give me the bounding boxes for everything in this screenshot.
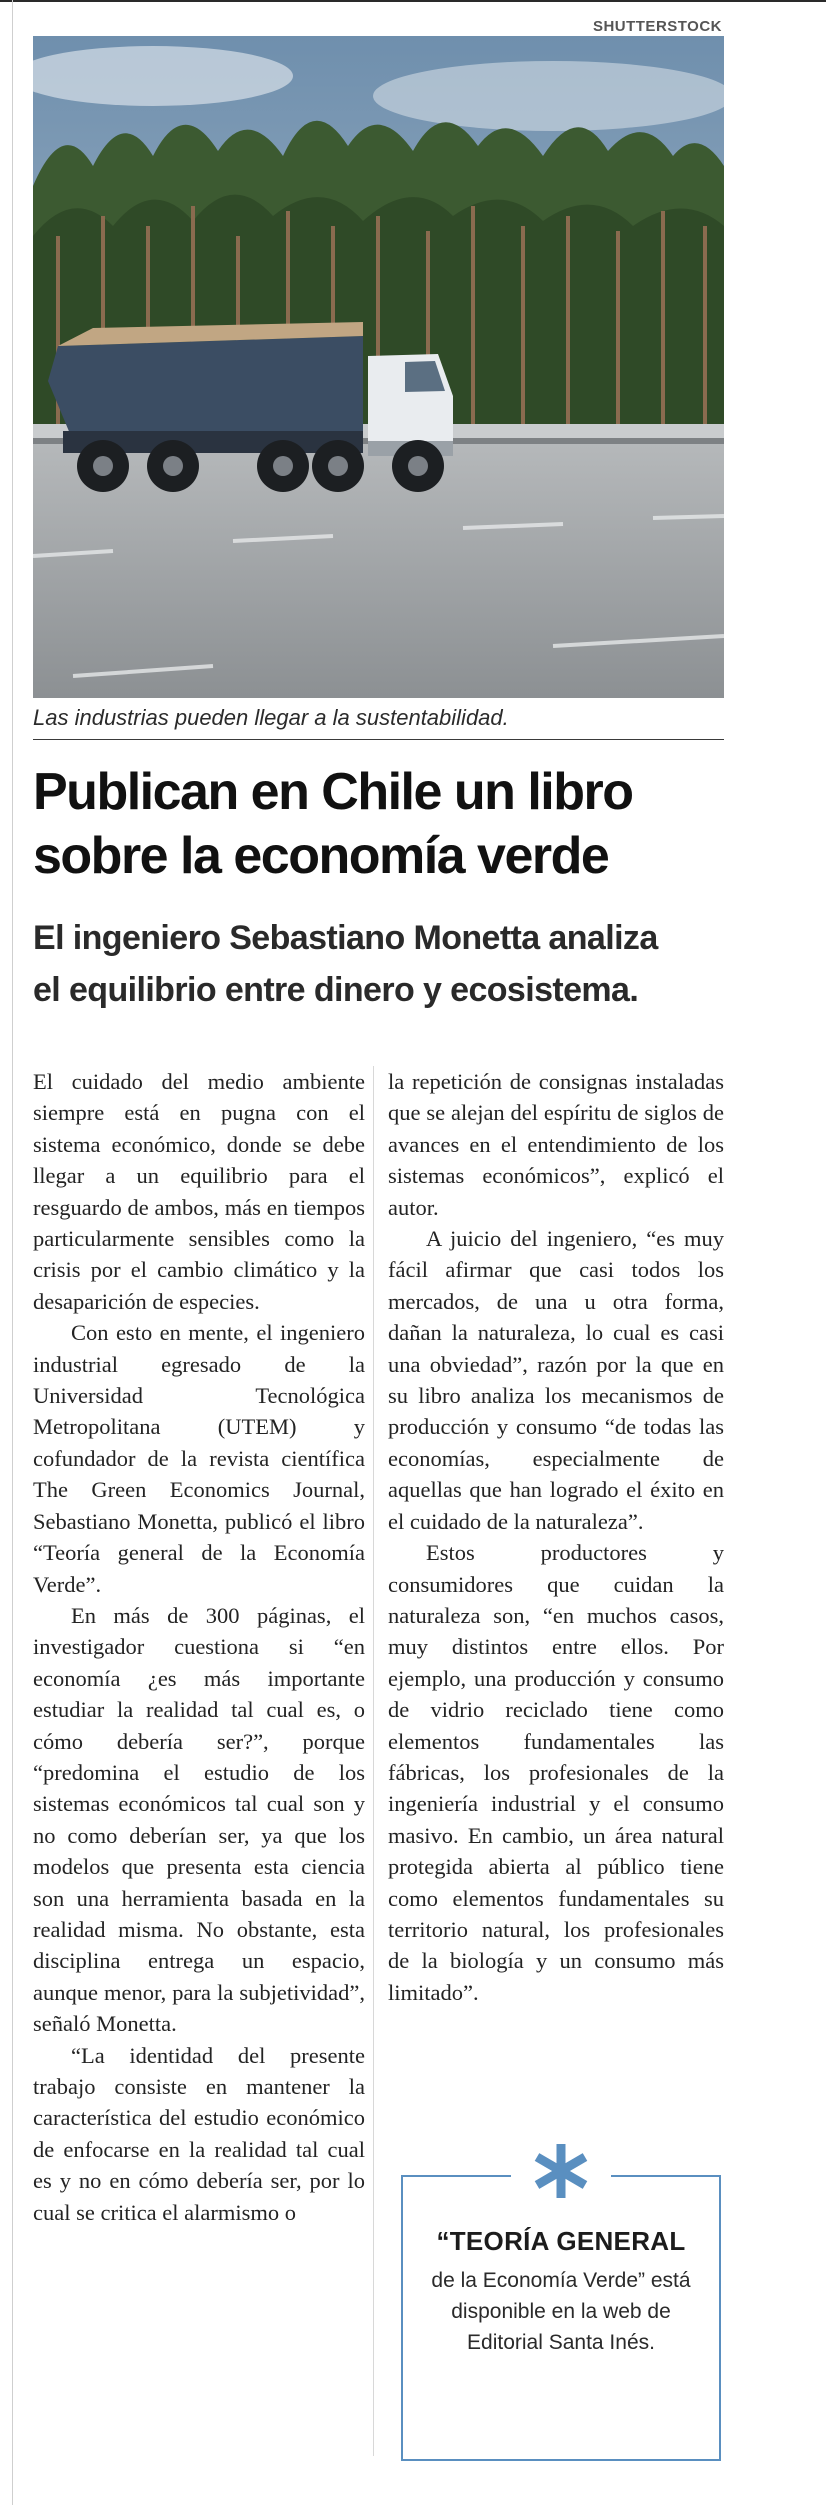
info-box-line: Editorial Santa Inés. [467, 2331, 655, 2354]
top-rule [0, 0, 826, 2]
article-column-1 [33, 1066, 365, 2228]
article-column-2 [388, 1066, 724, 2008]
info-box-title: “TEORÍA GENERAL [436, 2226, 686, 2256]
info-box-line: disponible en la web de [451, 2300, 671, 2323]
photo-caption: Las industrias pueden llegar a la sustentabilidad. [33, 701, 724, 740]
article-subheadline [33, 912, 753, 1016]
body-paragraph: la repetición de consignas instaladas que se alejan del espíritu de siglos de avances en el entendimiento de los sistemas económicos”, explicó el autor. [388, 1069, 724, 1220]
truck-forest-illustration [33, 36, 724, 698]
body-paragraph: El cuidado del medio ambiente siempre está en pugna con el sistema económico, donde se debe llegar a un equilibrio para el resguardo de ambos, más en tiempos particularmente sensibles como la crisis por el cambio climático y la desaparición de especies. [33, 1069, 365, 1314]
asterisk-icon [530, 2140, 592, 2202]
info-box-text [401, 2265, 721, 2358]
info-box-line: de la Economía Verde” está [431, 2269, 691, 2292]
column-divider [373, 1066, 374, 2456]
page-margin-rule [12, 0, 13, 2505]
article-headline [33, 760, 733, 888]
subhead-line: el equilibrio entre dinero y ecosistema. [33, 971, 639, 1009]
body-paragraph: “La identidad del presente trabajo consiste en mantener la característica del estudio económico de enfocarse en la realidad tal cual es y no en cómo debería ser, por lo cual se critica el alarmismo o [33, 2042, 365, 2225]
info-box-border [611, 2175, 721, 2177]
subhead-line: El ingeniero Sebastiano Monetta analiza [33, 919, 658, 957]
headline-line: Publican en Chile un libro [33, 763, 633, 821]
article-photo [33, 36, 724, 698]
headline-line: sobre la economía verde [33, 827, 609, 885]
body-paragraph: En más de 300 páginas, el investigador cuestiona si “en economía ¿es más importante estudiar la realidad tal cual es, o cómo debería ser?”, porque “predomina el estudio de los sistemas económicos tal cual son y no como deberían ser, ya que los modelos que presenta esta ciencia son una herramienta basada en la realidad misma. No obstante, esta disciplina entrega un espacio, aunque menor, para la subjetividad”, señaló Monetta. [33, 1602, 365, 2037]
body-paragraph: Con esto en mente, el ingeniero industrial egresado de la Universidad Tecnológica Metropolitana (UTEM) y cofundador de la revista científica The Green Economics Journal, Sebastiano Monetta, publicó el libro “Teoría general de la Economía Verde”. [33, 1320, 365, 1597]
info-box-border [401, 2175, 511, 2177]
body-paragraph: Estos productores y consumidores que cuidan la naturaleza son, “en muchos casos, muy distintos entre ellos. Por ejemplo, una producción y consumo de vidrio reciclado tiene como elementos fundamentales las fábricas, los profesionales de la ingeniería industrial y el consumo masivo. En cambio, un área natural protegida abierta al público tiene como elementos fundamentales su territorio natural, los profesionales de la biología y un consumo más limitado”. [388, 1540, 724, 2005]
photo-credit: SHUTTERSTOCK [592, 18, 722, 35]
body-paragraph: A juicio del ingeniero, “es muy fácil afirmar que casi todos los mercados, de una u otra forma, dañan la naturaleza, lo cual es casi una obviedad”, razón por la que en su libro analiza los mecanismos de producción y consumo “de todas las economías, especialmente de aquellas que han logrado el éxito en el cuidado de la naturaleza”. [388, 1226, 724, 1534]
